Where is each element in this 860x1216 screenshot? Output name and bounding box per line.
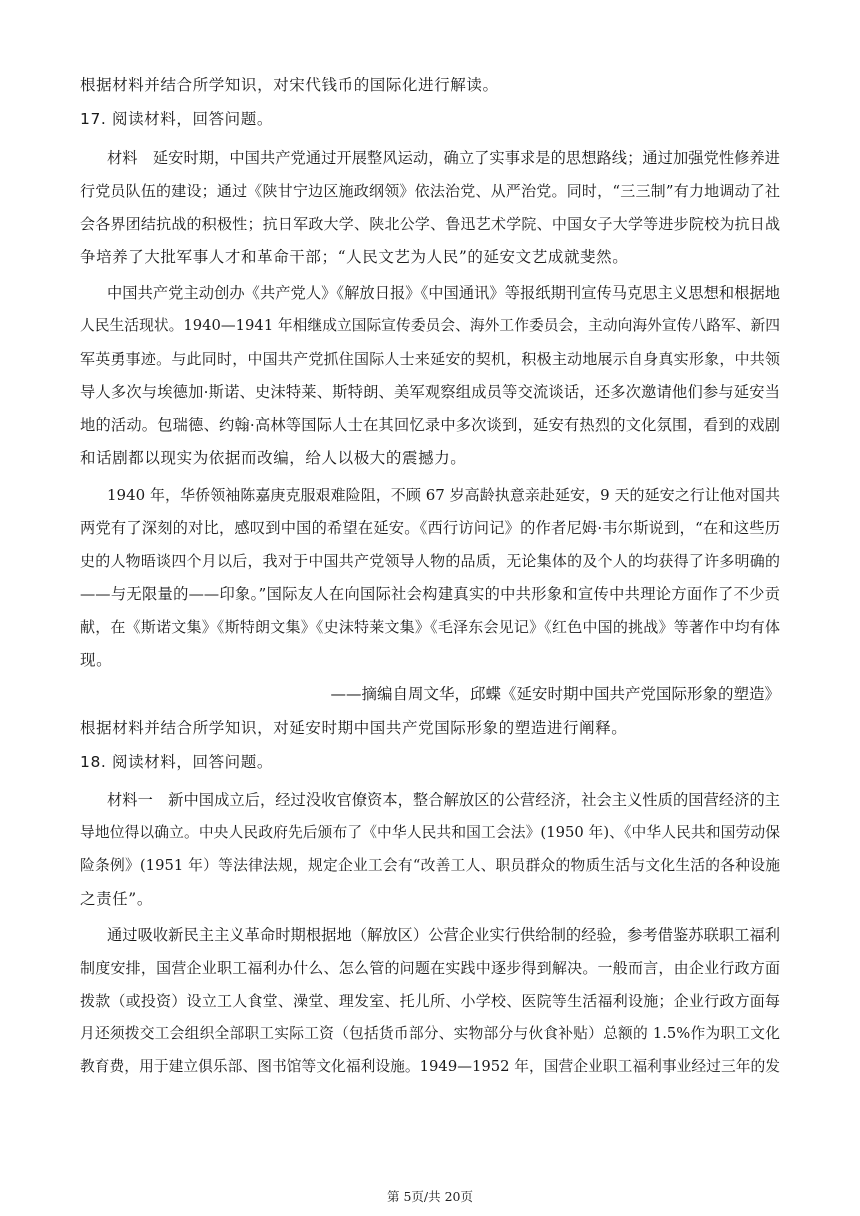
material-paragraph-line: 导地位得以确立。中央人民政府先后颁布了《中华人民共和国工会法》(1950 年)、《中华人民共和国劳动保 <box>80 824 780 841</box>
material-paragraph-line: 中国共产党主动创办《共产党人》《解放日报》《中国通讯》等报纸期刊宣传马克思主义思想和根据地 <box>107 284 780 302</box>
material-paragraph-line: 地的活动。包瑞德、约翰·高林等国际人士在其回忆录中多次谈到，延安有热烈的文化氛围，看到的戏剧 <box>80 416 780 434</box>
question-17-prompt: 根据材料并结合所学知识，对延安时期中国共产党国际形象的塑造进行阐释。 <box>80 719 628 737</box>
material-paragraph-line: 材料一 新中国成立后，经过没收官僚资本，整合解放区的公营经济，社会主义性质的国营经济的主 <box>107 791 780 809</box>
material-paragraph-line: 会各界团结抗战的积极性；抗日军政大学、陕北公学、鲁迅艺术学院、中国女子大学等进步院校为抗日战 <box>80 215 780 233</box>
material-paragraph-line: 现。 <box>80 651 113 669</box>
material-paragraph-line: 通过吸收新民主主义革命时期根据地（解放区）公营企业实行供给制的经验，参考借鉴苏联职工福利 <box>107 926 780 944</box>
material-paragraph-line: 材料 延安时期，中国共产党通过开展整风运动，确立了实事求是的思想路线；通过加强党性修养进 <box>107 149 780 167</box>
material-paragraph-line: 献，在《斯诺文集》《斯特朗文集》《史沫特莱文集》《毛泽东会见记》《红色中国的挑战》等著作中均有体 <box>80 618 780 636</box>
page-number-footer: 第 5页/共 20页 <box>386 1189 474 1204</box>
material-paragraph-line: 制度安排，国营企业职工福利办什么、怎么管的问题在实践中逐步得到解决。一般而言，由企业行政方面 <box>80 959 780 977</box>
material-paragraph-line: 和话剧都以现实为依据而改编，给人以极大的震撼力。 <box>80 449 467 467</box>
material-paragraph-line: 争培养了大批军事人才和革命干部；“人民文艺为人民”的延安文艺成就斐然。 <box>80 248 629 266</box>
material-paragraph-line: 拨款（或投资）设立工人食堂、澡堂、理发室、托儿所、小学校、医院等生活福利设施；企业行政方面每 <box>80 992 780 1010</box>
material-paragraph-line: 教育费，用于建立俱乐部、图书馆等文化福利设施。1949—1952 年，国营企业职工福利事业经过三年的发 <box>80 1058 780 1075</box>
material-paragraph-line: 1940 年，华侨领袖陈嘉庚克服艰难险阻，不顾 67 岁高龄执意亲赴延安，9 天的延安之行让他对国共 <box>107 486 780 504</box>
source-citation: ——摘编自周文华，邱蝶《延安时期中国共产党国际形象的塑造》 <box>330 685 780 703</box>
material-paragraph-line: 人民生活现状。1940—1941 年相继成立国际宣传委员会、海外工作委员会，主动向海外宣传八路军、新四 <box>80 317 780 334</box>
question-18-heading: 18. 阅读材料，回答问题。 <box>80 753 273 771</box>
material-paragraph-line: 军英勇事迹。与此同时，中国共产党抓住国际人士来延安的契机，积极主动地展示自身真实形象，中共领 <box>80 350 780 368</box>
material-paragraph-line: 险条例》(1951 年）等法律法规，规定企业工会有“改善工人、职员群众的物质生活与文化生活的各种设施 <box>80 857 780 874</box>
question-16-prompt: 根据材料并结合所学知识，对宋代钱币的国际化进行解读。 <box>80 76 499 94</box>
material-paragraph-line: 行党员队伍的建设；通过《陕甘宁边区施政纲领》依法治党、从严治党。同时，“三三制”有力地调动了社 <box>80 182 780 200</box>
material-paragraph-line: 月还须拨交工会组织全部职工实际工资（包括货币部分、实物部分与伙食补贴）总额的 1.5%作为职工文化 <box>80 1025 780 1042</box>
material-paragraph-line: 之责任”。 <box>80 890 153 908</box>
material-paragraph-line: 两党有了深刻的对比，感叹到中国的希望在延安。《西行访问记》的作者尼姆·韦尔斯说到，“在和这些历 <box>80 519 780 537</box>
material-paragraph-line: 导人多次与埃德加·斯诺、史沫特莱、斯特朗、美军观察组成员等交流谈话，还多次邀请他们参与延安当 <box>80 383 780 401</box>
material-paragraph-line: 史的人物晤谈四个月以后，我对于中国共产党领导人物的品质，无论集体的及个人的均获得了许多明确的 <box>80 552 780 570</box>
material-paragraph-line: ——与无限量的——印象。”国际友人在向国际社会构建真实的中共形象和宣传中共理论方面作了不少贡 <box>80 585 780 603</box>
question-17-heading: 17. 阅读材料，回答问题。 <box>80 110 273 128</box>
